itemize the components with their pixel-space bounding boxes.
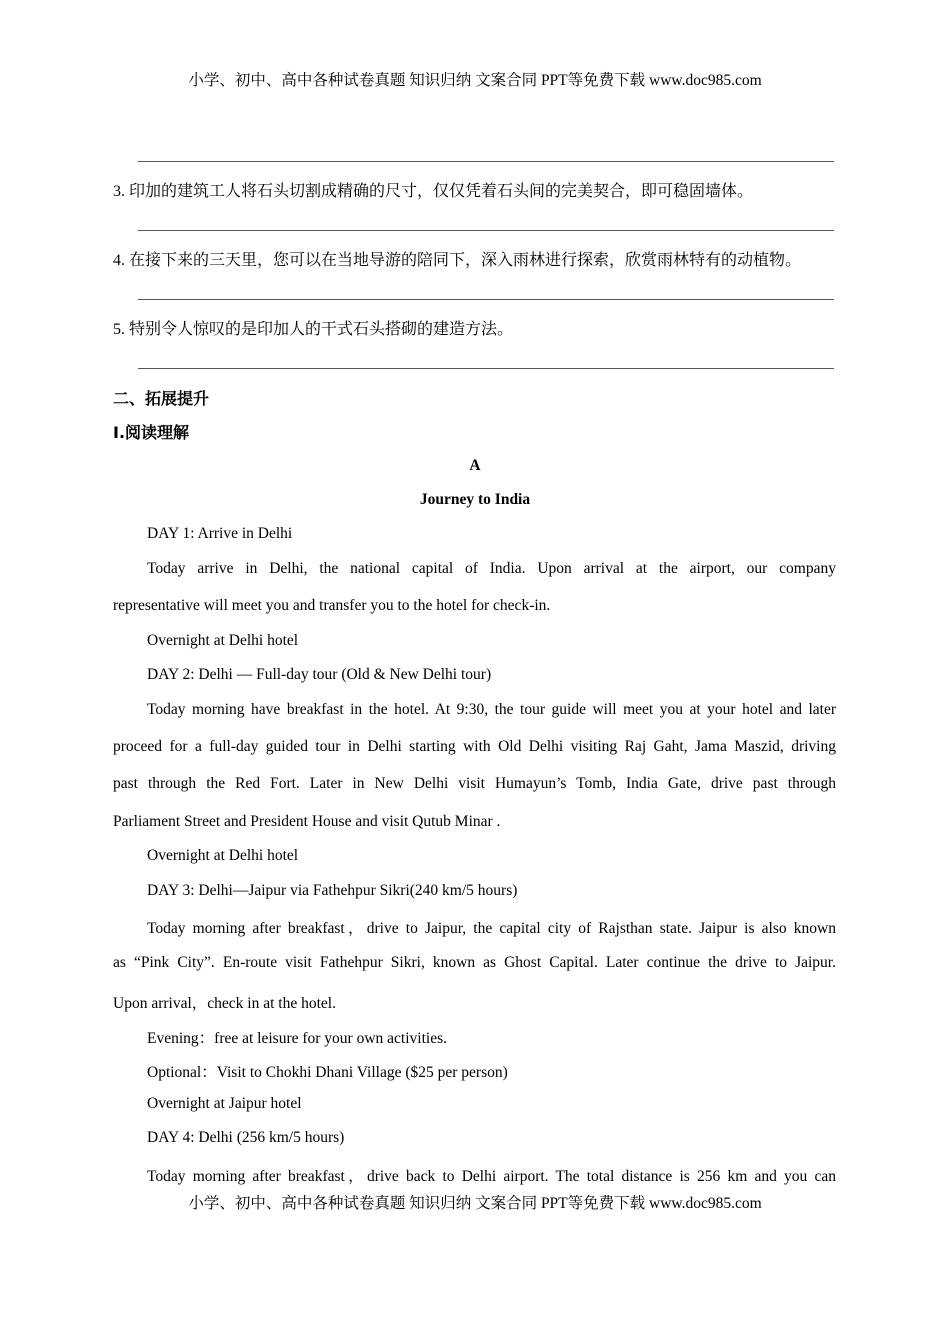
question-text: 印加的建筑工人将石头切割成精确的尺寸，仅仅凭着石头间的完美契合，即可稳固墙体。 [129,181,754,200]
paragraph-line: as “Pink City”. En-route visit Fathehpur Sikri, known as Ghost Capital. Later continue the drive to Jaipur. [113,954,836,971]
question-number: 5. [113,321,125,338]
answer-line [138,161,834,162]
day-heading: DAY 2: Delhi — Full-day tour (Old & New Delhi tour) [147,666,492,683]
page-header: 小学、初中、高中各种试卷真题 知识归纳 文案合同 PPT等免费下载 www.doc985.com [188,72,762,89]
section-subtitle: I.阅读理解 [113,423,190,442]
paragraph-line: representative will meet you and transfer you to the hotel for check-in. [113,597,551,614]
answer-line [138,368,834,369]
question-item [113,247,801,270]
evening-note: Evening：free at leisure for your own activities. [147,1030,447,1047]
question-text: 在接下来的三天里，您可以在当地导游的陪同下，深入雨林进行探索，欣赏雨林特有的动植物。 [129,250,802,269]
overnight-note: Overnight at Jaipur hotel [147,1095,302,1112]
question-item [113,316,513,339]
question-item [113,178,753,201]
question-number: 4. [113,252,125,269]
paragraph-line: Upon arrival，check in at the hotel. [113,995,336,1012]
paragraph-line: Parliament Street and President House and visit Qutub Minar . [113,813,501,830]
question-number: 3. [113,183,125,200]
paragraph-line: Today morning after breakfast，drive to Jaipur, the capital city of Rajsthan state. Jaipur is also known [147,920,836,937]
question-text: 特别令人惊叹的是印加人的干式石头搭砌的建造方法。 [129,319,514,338]
optional-note: Optional：Visit to Chokhi Dhani Village ($25 per person) [147,1064,508,1081]
day-heading: DAY 4: Delhi (256 km/5 hours) [147,1129,345,1146]
paragraph-line: proceed for a full-day guided tour in Delhi starting with Old Delhi visiting Raj Gaht, Jama Maszid, driving [113,738,836,755]
overnight-note: Overnight at Delhi hotel [147,632,299,649]
paragraph-line: Today morning after breakfast，drive back to Delhi airport. The total distance is 256 km and you can [147,1168,836,1185]
page-footer: 小学、初中、高中各种试卷真题 知识归纳 文案合同 PPT等免费下载 www.doc985.com [188,1195,762,1212]
section-title: 二、拓展提升 [113,389,210,408]
passage-label: A [469,457,481,474]
day-heading: DAY 3: Delhi—Jaipur via Fathehpur Sikri(240 km/5 hours) [147,882,518,899]
paragraph-line: Today morning have breakfast in the hotel. At 9:30, the tour guide will meet you at your hotel and later [147,701,836,718]
overnight-note: Overnight at Delhi hotel [147,847,299,864]
paragraph-line: past through the Red Fort. Later in New Delhi visit Humayun’s Tomb, India Gate, drive past through [113,775,836,792]
answer-line [138,230,834,231]
day-heading: DAY 1: Arrive in Delhi [147,525,293,542]
answer-line [138,299,834,300]
passage-title: Journey to India [419,491,531,508]
paragraph-line: Today arrive in Delhi, the national capital of India. Upon arrival at the airport, our company [147,560,836,577]
